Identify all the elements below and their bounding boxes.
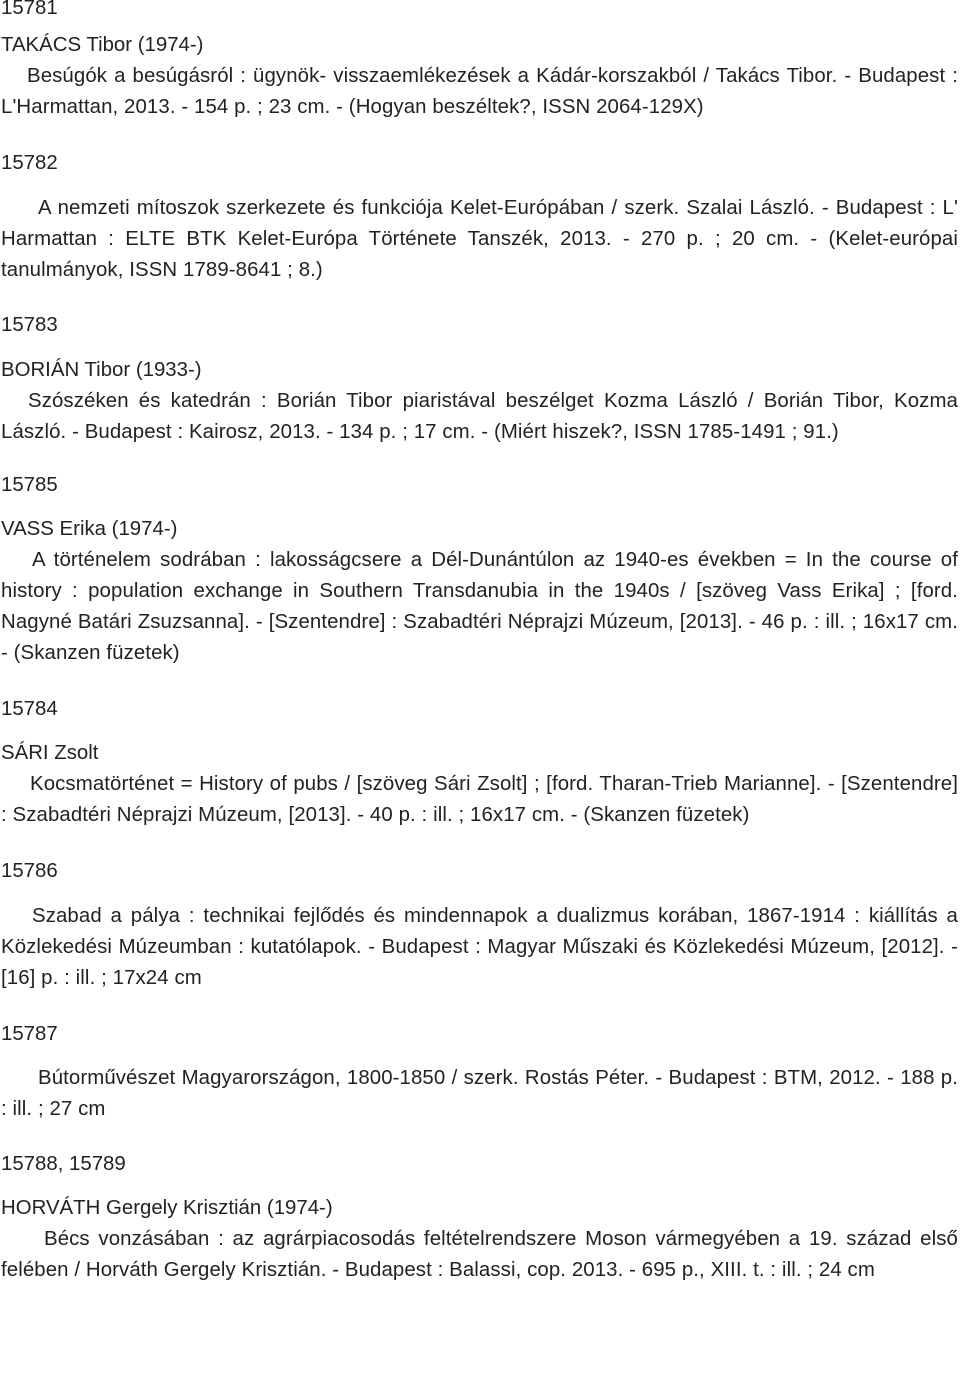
- entry-author: TAKÁCS Tibor (1974-): [1, 34, 204, 56]
- entry-15785: [1, 448, 958, 669]
- entry-number: 15781: [1, 0, 58, 19]
- entry-author: VASS Erika (1974-): [1, 518, 178, 540]
- entry-15782: [1, 123, 958, 286]
- entry-number: 15784: [1, 698, 58, 720]
- entry-number: 15786: [1, 860, 58, 882]
- entry-description: Szószéken és katedrán : Borián Tibor piaristával beszélget Kozma László / Borián Tibor, Kozma László. - Budapest : Kairosz, 2013. - 134 p. ; 17 cm. - (Miért hiszek?, ISSN 1785-1491 ; 91.): [1, 390, 958, 443]
- entry-description: A nemzeti mítoszok szerkezete és funkciója Kelet-Európában / szerk. Szalai László. - Budapest : L' Harmattan : ELTE BTK Kelet-Európa Története Tanszék, 2013. - 270 p. ; 20 cm. - (Kelet-európai tanulmányok, ISSN 1789-8641 ; 8.): [1, 197, 958, 281]
- entry-15788-15789: [1, 1125, 958, 1286]
- entry-description: Bútorművészet Magyarországon, 1800-1850 / szerk. Rostás Péter. - Budapest : BTM, 2012. - 188 p. : ill. ; 27 cm: [1, 1067, 958, 1120]
- entry-author: SÁRI Zsolt: [1, 742, 99, 764]
- entry-number: 15788, 15789: [1, 1153, 126, 1175]
- entry-number: 15782: [1, 152, 58, 174]
- entry-author: BORIÁN Tibor (1933-): [1, 359, 202, 381]
- entry-15784: [1, 669, 958, 831]
- entry-number: 15787: [1, 1023, 58, 1045]
- entry-15786: [1, 831, 958, 994]
- entry-15783: [1, 286, 958, 448]
- entry-description: Szabad a pálya : technikai fejlődés és mindennapok a dualizmus korában, 1867-1914 : kiállítás a Közlekedési Múzeumban : kutatólapok. - Budapest : Magyar Műszaki és Közlekedési Múzeum, [2012]. - [16] p. : ill. ; 17x24 cm: [1, 905, 958, 989]
- entry-15781: [1, 0, 958, 123]
- entry-author: HORVÁTH Gergely Krisztián (1974-): [1, 1197, 333, 1219]
- entry-15787: [1, 994, 958, 1125]
- entry-number: 15783: [1, 314, 58, 336]
- entry-description: Kocsmatörténet = History of pubs / [szöveg Sári Zsolt] ; [ford. Tharan-Trieb Marianne]. - [Szentendre] : Szabadtéri Néprajzi Múzeum, [2013]. - 40 p. : ill. ; 16x17 cm. - (Skanzen füzetek): [1, 773, 958, 826]
- entry-description: Bécs vonzásában : az agrárpiacosodás feltételrendszere Moson vármegyében a 19. század első felében / Horváth Gergely Krisztián. - Budapest : Balassi, cop. 2013. - 695 p., XIII. t. : ill. ; 24 cm: [1, 1228, 958, 1281]
- entry-description: Besúgók a besúgásról : ügynök- visszaemlékezések a Kádár-korszakból / Takács Tibor. - Budapest : L'Harmattan, 2013. - 154 p. ; 23 cm. - (Hogyan beszéltek?, ISSN 2064-129X): [1, 65, 958, 118]
- entry-number: 15785: [1, 474, 58, 496]
- entry-description: A történelem sodrában : lakosságcsere a Dél-Dunántúlon az 1940-es években = In the course of history : population exchange in Southern Transdanubia in the 1940s / [szöveg Vass Erika] ; [ford. Nagyné Batári Zsuzsanna]. - [Szentendre] : Szabadtéri Néprajzi Múzeum, [2013]. - 46 p. : ill. ; 16x17 cm. - (Skanzen füzetek): [1, 549, 958, 664]
